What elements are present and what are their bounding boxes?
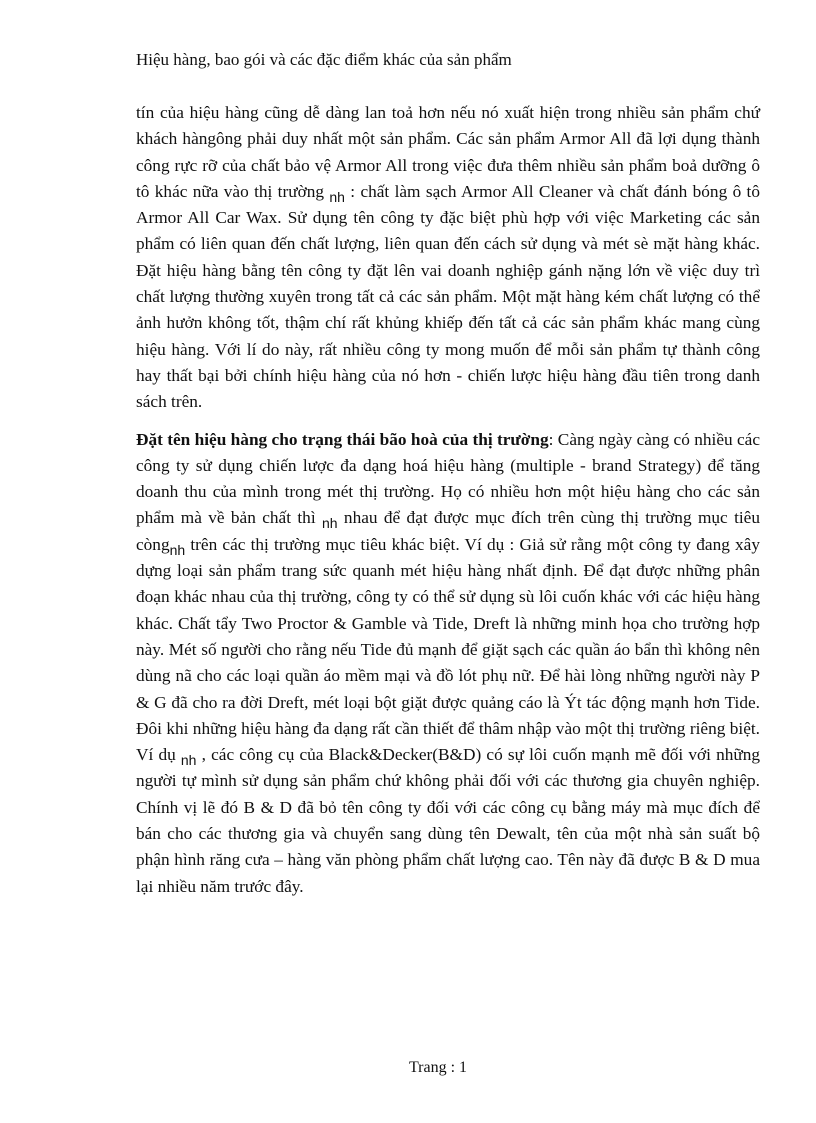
inline-note: nh xyxy=(329,188,345,205)
running-header: Hiệu hàng, bao gói và các đặc điểm khác của sản phẩm xyxy=(136,50,512,69)
page-footer xyxy=(0,1058,816,1078)
inline-note: nh xyxy=(321,515,338,532)
paragraph-text: nhau để đạt được mục đích trên cùng thị trường mục tiêu còng xyxy=(136,508,760,554)
page-number: Trang : 1 xyxy=(408,1059,468,1076)
paragraph-multibrand xyxy=(136,427,760,900)
inline-note: nh xyxy=(180,752,197,769)
paragraph-heading: Đặt tên hiệu hàng cho trạng thái bão hoà của thị trường xyxy=(136,429,549,449)
document-body xyxy=(136,100,760,900)
paragraph-text: : chất làm sạch Armor All Cleaner và chất đánh bóng ô tô Armor All Car Wax. Sử dụng tên công ty đặc biệt phù hợp với việc Marketing các sản phẩm có liên quan đến chất lượng, liên quan đến cách sử dụng và mét sè mặt hàng khác. Đặt hiệu hàng bằng tên công ty đặt lên vai doanh nghiệp gánh nặng lớn về việc duy trì chất lượng thường xuyên trong tất cả các sản phẩm. Một mặt hàng kém chất lượng có thể ảnh hưởn không tốt, thậm chí rất khủng khiếp đến tất cả các sản phẩm khác mang cùng hiệu hàng. Với lí do này, rất nhiều công ty mong muốn để mỗi sản phẩm tự thành công hay thất bại bởi chính hiệu hàng của nó hơn - chiến lược hiệu hàng đầu tiên trong danh sách trên. xyxy=(136,181,760,412)
paragraph-brand-extension xyxy=(136,100,760,416)
paragraph-text: , các công cụ của Black&Decker(B&D) có sự lôi cuốn mạnh mẽ đối với những người tự mình sử dụng sản phẩm chứ không phải đối với các thương gia chuyên nghiệp. Chính vị lẽ đó B & D đã bỏ tên công ty đối với các công cụ bằng máy mà mục đích để bán cho các thương gia và chuyển sang dùng tên Dewalt, tên của một nhà sản suất bộ phận hình răng cưa – hàng văn phòng phẩm chất lượng cao. Tên này đã được B & D mua lại nhiều năm trước đây. xyxy=(136,745,761,896)
paragraph-text: tín của hiệu hàng cũng dễ dàng lan toả hơn nếu nó xuất hiện trong nhiều sản phẩm chứ khách hàngông phải duy nhất một sản phẩm. Các sản phẩm Armor All đã lợi dụng thành công rực rỡ của chất bảo vệ Armor All trong việc đưa thêm nhiều sản phẩm boả dưỡng ô tô khác nữa vào thị trường xyxy=(136,103,760,201)
inline-note: nh xyxy=(169,541,186,558)
paragraph-text: trên các thị trường mục tiêu khác biệt. Ví dụ : Giả sử rằng một công ty đang xây dựng loại sản phẩm trang sức quanh mét hiệu hàng nhất định. Để đạt được những phân đoạn khác nhau của thị trường, công ty có thể sử dụng sù lôi cuốn khác với các hiệu hàng khác. Chất tẩy Two Proctor & Gamble và Tide, Dreft là những minh họa cho trường hợp này. Mét số người cho rằng nếu Tide đủ mạnh để giặt sạch các quần áo bẩn thì không nên dùng nã cho các loại quần áo mềm mại và đồ lót phụ nữ. Để hài lòng những người này P & G đã cho ra đời Dreft, mét loại bột giặt được quảng cáo là Ýt tác động mạnh hơn Tide. Đôi khi những hiệu hàng đa dạng rất cần thiết để thâm nhập vào một thị trường riêng biệt. Ví dụ xyxy=(136,534,760,765)
paragraph-text: : Càng ngày càng có nhiều các công ty sử dụng chiến lược đa dạng hoá hiệu hàng (multiple - brand Strategy) để tăng doanh thu của mình trong mét thị trường. Họ có nhiều hơn một hiệu hàng cho các sản phẩm mà về bản chất thì xyxy=(136,429,760,528)
